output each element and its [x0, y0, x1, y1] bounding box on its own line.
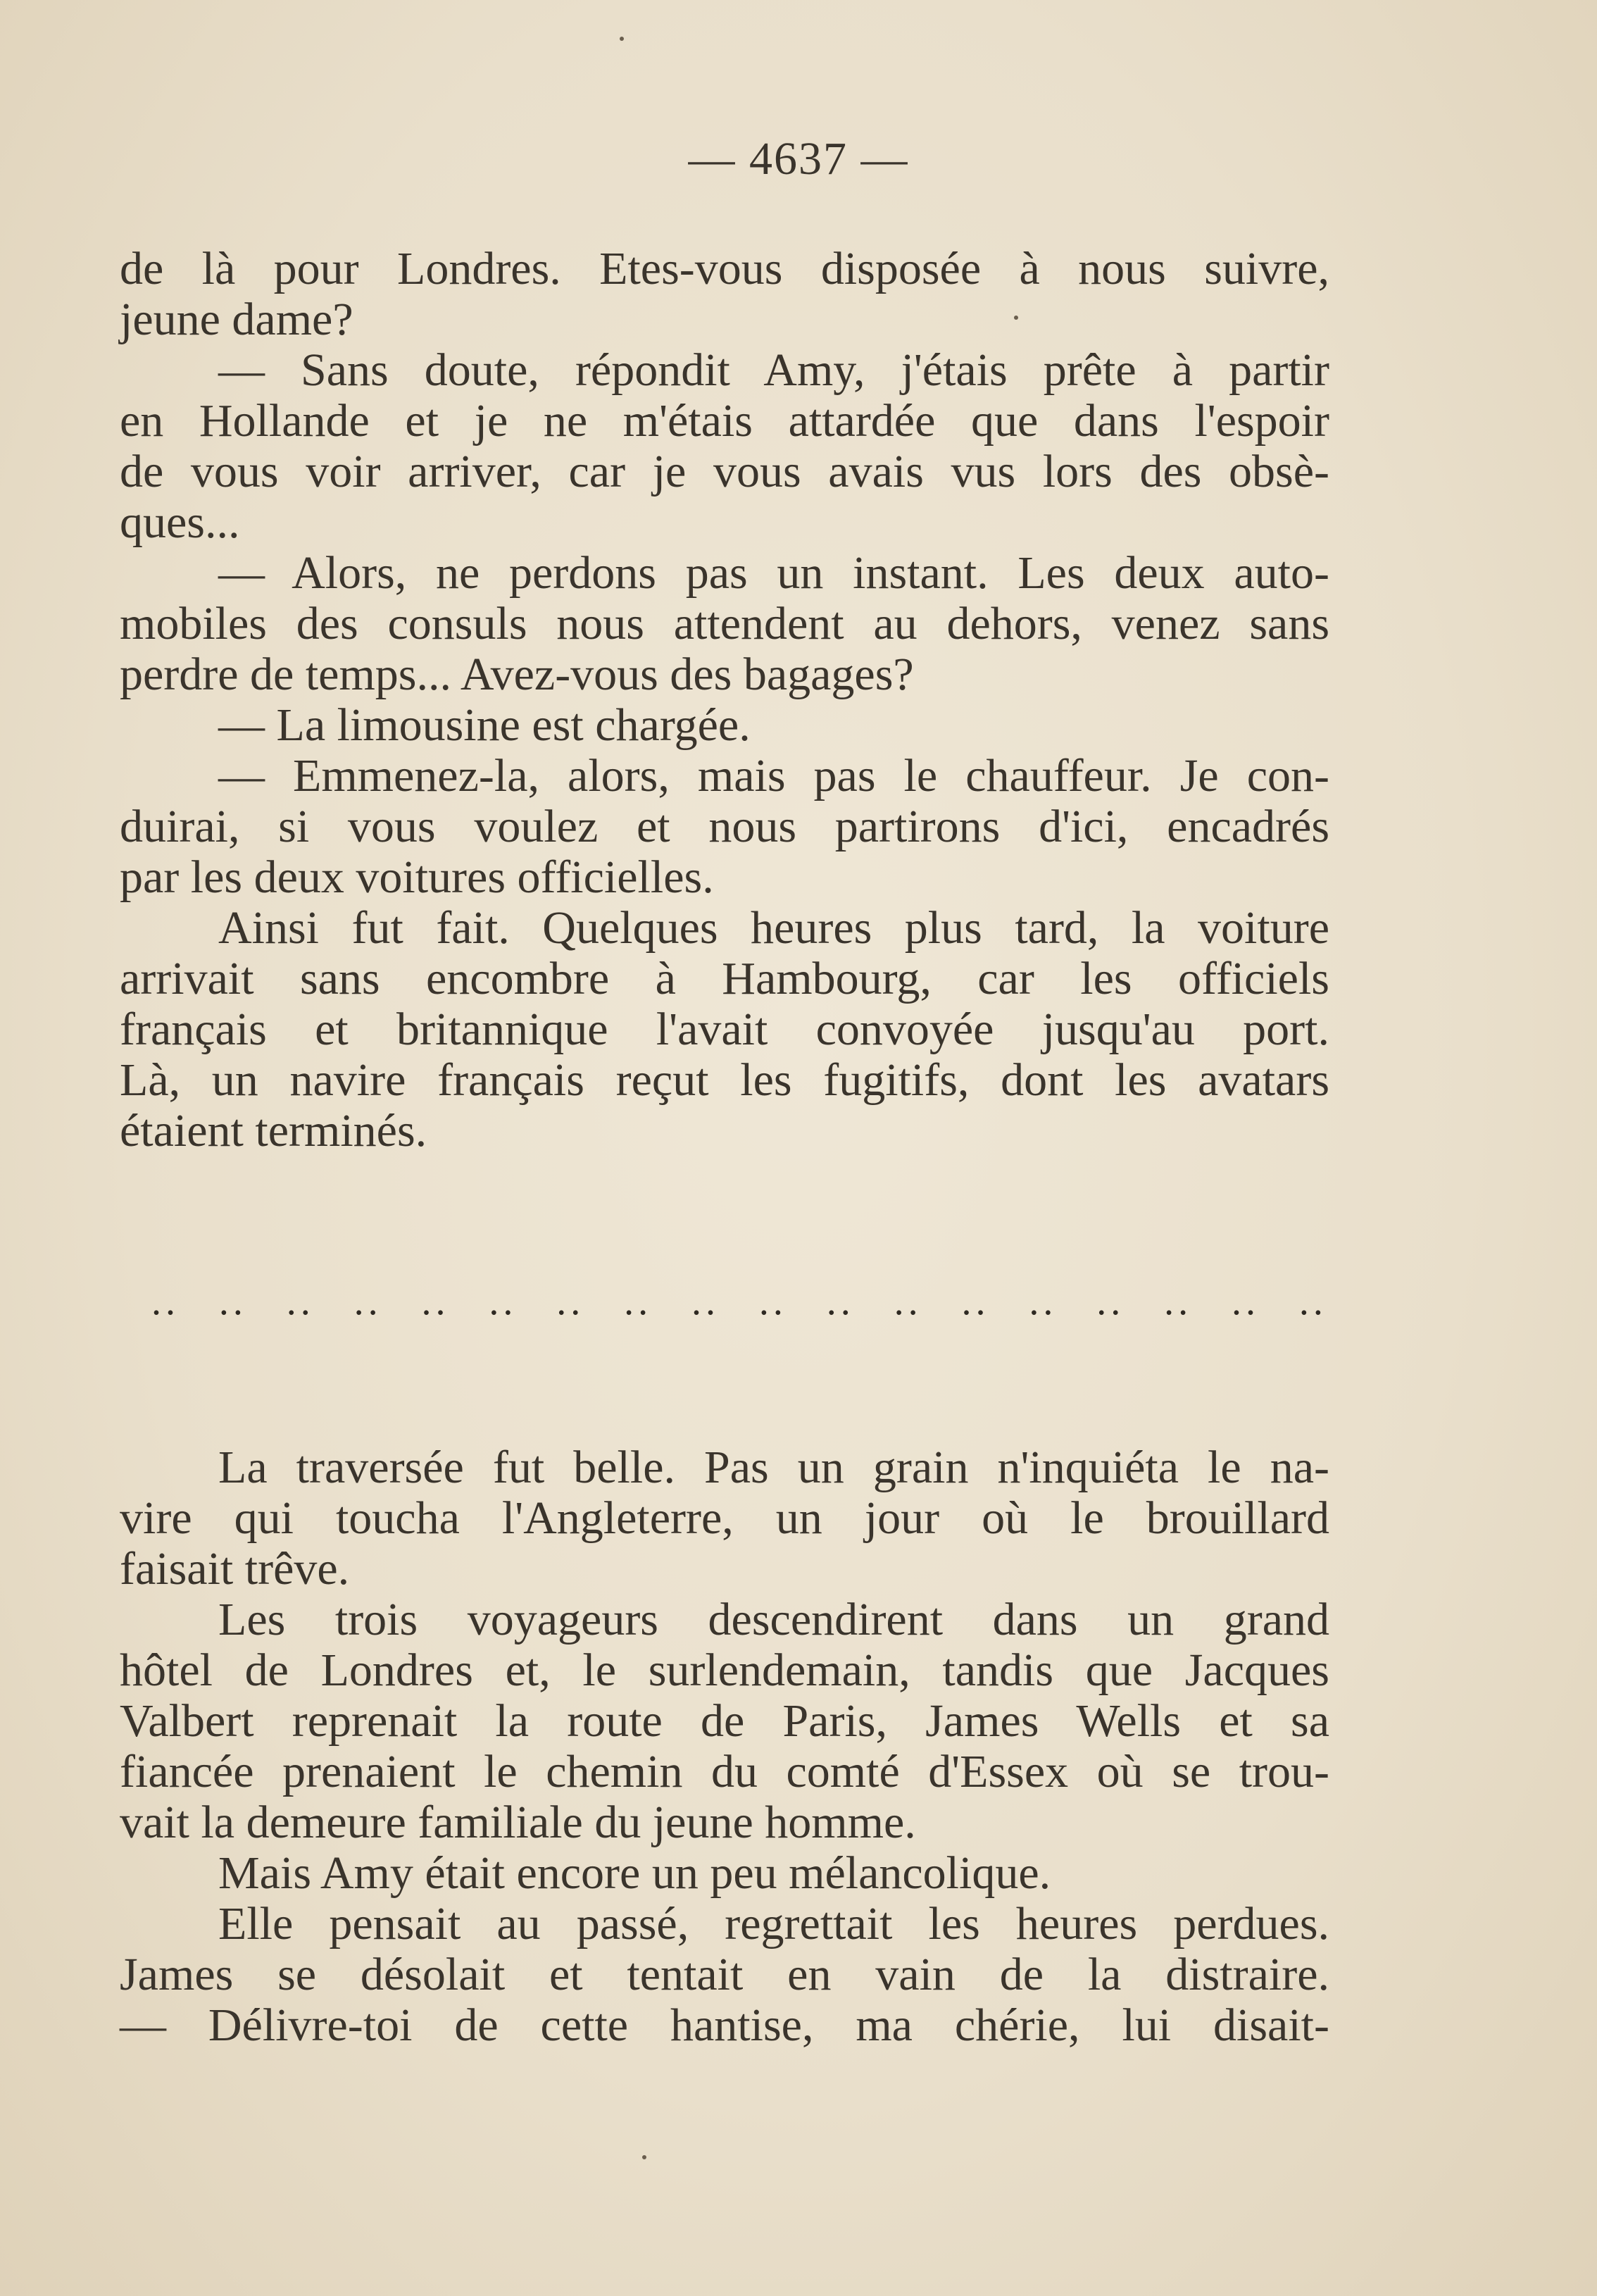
text-line: Ainsi fut fait. Quelques heures plus tard, la voiture [218, 902, 1329, 954]
separator-dots: .. [1298, 1280, 1327, 1323]
paper-speck [642, 2155, 646, 2159]
text-line: — Sans doute, répondit Amy, j'étais prête à partir [218, 344, 1329, 396]
text-line: Elle pensait au passé, regrettait les heures perdues. [218, 1898, 1329, 1949]
separator-dots: .. [286, 1280, 315, 1323]
separator-dots: .. [961, 1280, 990, 1323]
text-line: — Délivre-toi de cette hantise, ma chérie, lui disait- [120, 1999, 1329, 2051]
page-number: — 4637 — [688, 133, 909, 185]
text-line: ques... [120, 497, 240, 548]
separator-dots: .. [1232, 1280, 1260, 1323]
text-line: — Emmenez-la, alors, mais pas le chauffeur. Je con- [218, 750, 1329, 801]
text-line: fiancée prenaient le chemin du comté d'Essex où se trou- [120, 1746, 1329, 1797]
separator-dots: .. [624, 1280, 653, 1323]
separator-dots: .. [758, 1280, 787, 1323]
separator-dots: .. [353, 1280, 382, 1323]
separator-dots: .. [218, 1280, 247, 1323]
text-line: en Hollande et je ne m'étais attardée que dans l'espoir [120, 395, 1329, 447]
text-line: étaient terminés. [120, 1105, 427, 1156]
text-line: de vous voir arriver, car je vous avais vus lors des obsè- [120, 446, 1329, 497]
separator-dots: .. [1096, 1280, 1125, 1323]
separator-dots: .. [421, 1280, 450, 1323]
text-line: faisait trêve. [120, 1543, 350, 1595]
text-line: de là pour Londres. Etes-vous disposée à nous suivre, [120, 243, 1329, 294]
separator-dots: .. [894, 1280, 922, 1323]
paper-speck [620, 37, 624, 41]
text-line: par les deux voitures officielles. [120, 851, 714, 903]
separator-dots: .. [1029, 1280, 1058, 1323]
text-line: vire qui toucha l'Angleterre, un jour où le brouillard [120, 1492, 1329, 1544]
section-separator [151, 1280, 1327, 1323]
text-line: James se désolait et tentait en vain de la distraire. [120, 1949, 1329, 2000]
separator-dots: .. [556, 1280, 585, 1323]
text-line: hôtel de Londres et, le surlendemain, tandis que Jacques [120, 1645, 1329, 1696]
separator-dots: .. [489, 1280, 518, 1323]
separator-dots: .. [151, 1280, 180, 1323]
text-line: perdre de temps... Avez-vous des bagages? [120, 649, 914, 700]
text-line: mobiles des consuls nous attendent au dehors, venez sans [120, 598, 1329, 649]
separator-dots: .. [1164, 1280, 1193, 1323]
text-line: Les trois voyageurs descendirent dans un grand [218, 1594, 1329, 1645]
text-line: La traversée fut belle. Pas un grain n'inquiéta le na- [218, 1442, 1329, 1493]
text-line: — La limousine est chargée. [218, 699, 751, 751]
text-line: — Alors, ne perdons pas un instant. Les deux auto- [218, 547, 1329, 599]
text-line: duirai, si vous voulez et nous partirons d'ici, encadrés [120, 801, 1329, 852]
separator-dots: .. [691, 1280, 720, 1323]
separator-dots: .. [826, 1280, 855, 1323]
text-line: Mais Amy était encore un peu mélancolique. [218, 1847, 1051, 1899]
text-line: Là, un navire français reçut les fugitifs, dont les avatars [120, 1054, 1329, 1106]
text-line: arrivait sans encombre à Hambourg, car les officiels [120, 953, 1329, 1004]
text-line: français et britannique l'avait convoyée jusqu'au port. [120, 1004, 1329, 1055]
paper-speck [1014, 316, 1018, 320]
text-line: vait la demeure familiale du jeune homme. [120, 1797, 916, 1848]
text-line: jeune dame? [120, 294, 353, 345]
text-line: Valbert reprenait la route de Paris, James Wells et sa [120, 1695, 1329, 1747]
